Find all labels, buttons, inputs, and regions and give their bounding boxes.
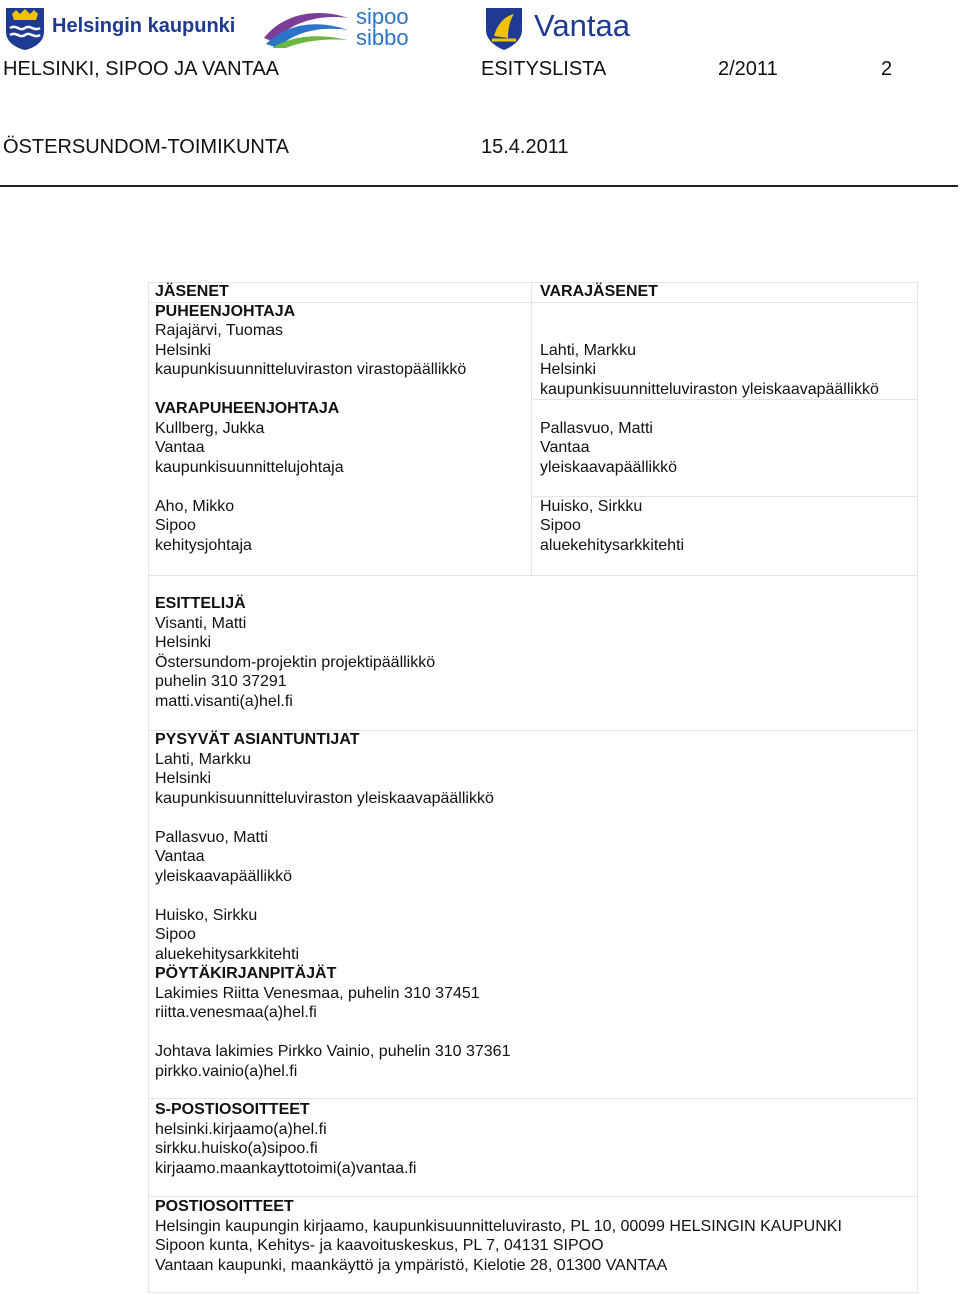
expert-title: aluekehitysarkkitehti	[155, 945, 300, 963]
expert-block	[155, 906, 510, 965]
vice-chair-role: VARAPUHEENJOHTAJA	[155, 400, 340, 417]
presenter-phone: puhelin 310 37291	[155, 673, 287, 690]
table-grid-line	[531, 282, 532, 575]
postal-addresses-section	[155, 1197, 842, 1275]
expert-title: yleiskaavapäällikkö	[155, 867, 292, 885]
sipoo-logo-text	[356, 6, 409, 48]
chair-city: Helsinki	[155, 341, 212, 359]
deputy-city: Sipoo	[540, 517, 581, 534]
header-doc-type: ESITYSLISTA	[481, 58, 607, 80]
postal-addresses-heading: POSTIOSOITTEET	[155, 1198, 294, 1215]
deputies-heading: VARAJÄSENET	[540, 283, 658, 300]
email-addresses-heading: S-POSTIOSOITTEET	[155, 1101, 310, 1118]
expert-block	[155, 750, 510, 809]
vice-chair-city: Vantaa	[155, 439, 205, 456]
sipoo-swoosh-icon	[260, 8, 352, 48]
member-city: Sipoo	[155, 517, 196, 534]
table-grid-line	[148, 1292, 918, 1293]
deputy-city: Vantaa	[540, 439, 590, 456]
header-org: HELSINKI, SIPOO JA VANTAA	[3, 58, 280, 80]
expert-city: Vantaa	[155, 848, 205, 865]
table-grid-line	[148, 575, 918, 576]
members-section	[155, 282, 466, 555]
expert-name: Huisko, Sirkku	[155, 906, 258, 924]
vantaa-logo-text: Vantaa	[534, 8, 630, 43]
email-addresses-section	[155, 1100, 416, 1178]
deputy-block	[540, 341, 879, 400]
helsinki-logo-text: Helsingin kaupunki	[52, 15, 236, 37]
minutes-keeper-2: Johtava lakimies Pirkko Vainio, puhelin 310 37361	[155, 1043, 511, 1060]
expert-name: Lahti, Markku	[155, 750, 252, 768]
postal-address: Sipoon kunta, Kehitys- ja kaavoituskeskus, PL 7, 04131 SIPOO	[155, 1237, 604, 1254]
email-address: sirkku.huisko(a)sipoo.fi	[155, 1140, 318, 1157]
deputy-name: Lahti, Markku	[540, 341, 637, 359]
minutes-keeper-2-email: pirkko.vainio(a)hel.fi	[155, 1062, 298, 1080]
vice-chair-block	[155, 399, 466, 477]
email-address: kirjaamo.maankayttotoimi(a)vantaa.fi	[155, 1159, 417, 1177]
deputy-title: yleiskaavapäällikkö	[540, 458, 677, 476]
vantaa-crest-icon	[484, 6, 524, 50]
deputy-name: Pallasvuo, Matti	[540, 419, 653, 437]
sipoo-logo	[260, 4, 430, 48]
chair-block	[155, 302, 466, 380]
presenter-title: Östersundom-projektin projektipäällikkö	[155, 653, 436, 671]
deputies-section	[540, 282, 879, 555]
deputy-name: Huisko, Sirkku	[540, 497, 643, 515]
sipoo-logo-line1: sipoo	[356, 4, 409, 29]
experts-heading: PYSYVÄT ASIANTUNTIJAT	[155, 731, 360, 748]
postal-address: Vantaan kaupunki, maankäyttö ja ympäristö, Kielotie 28, 01300 VANTAA	[155, 1256, 668, 1274]
presenter-email: matti.visanti(a)hel.fi	[155, 692, 293, 710]
minutes-keeper-1-email: riitta.venesmaa(a)hel.fi	[155, 1004, 317, 1021]
helsinki-crest-icon	[4, 6, 46, 50]
header-page-number: 2	[881, 58, 893, 80]
deputy-block	[540, 497, 879, 556]
member-block	[155, 497, 466, 556]
vice-chair-name: Kullberg, Jukka	[155, 419, 265, 437]
minutes-block-2	[155, 1042, 510, 1081]
presenter-section	[155, 594, 435, 711]
deputy-city: Helsinki	[540, 361, 597, 378]
presenter-name: Visanti, Matti	[155, 614, 247, 632]
header-divider	[0, 185, 958, 187]
members-heading: JÄSENET	[155, 283, 229, 300]
expert-city: Sipoo	[155, 926, 196, 943]
presenter-heading: ESITTELIJÄ	[155, 595, 246, 612]
header-doc-number: 2/2011	[718, 58, 778, 80]
email-address: helsinki.kirjaamo(a)hel.fi	[155, 1120, 327, 1138]
header-date: 15.4.2011	[481, 136, 569, 158]
minutes-keeper-1: Lakimies Riitta Venesmaa, puhelin 310 37451	[155, 984, 480, 1002]
expert-block	[155, 828, 510, 887]
table-grid-line	[917, 282, 918, 1292]
vantaa-logo	[484, 4, 654, 48]
chair-role: PUHEENJOHTAJA	[155, 302, 296, 320]
expert-name: Pallasvuo, Matti	[155, 828, 268, 846]
postal-address: Helsingin kaupungin kirjaamo, kaupunkisuunnitteluvirasto, PL 10, 00099 HELSINGIN KAUPUNKI	[155, 1217, 842, 1235]
sipoo-logo-line2: sibbo	[356, 25, 409, 50]
member-name: Aho, Mikko	[155, 497, 235, 515]
minutes-heading: PÖYTÄKIRJANPITÄJÄT	[155, 965, 337, 982]
logo-bar	[0, 0, 960, 52]
deputy-title: kaupunkisuunnitteluviraston yleiskaavapäällikkö	[540, 380, 879, 398]
expert-city: Helsinki	[155, 770, 212, 787]
expert-title: kaupunkisuunnitteluviraston yleiskaavapäällikkö	[155, 789, 494, 807]
chair-title: kaupunkisuunnitteluviraston virastopäällikkö	[155, 361, 467, 378]
minutes-block	[155, 964, 510, 1023]
experts-section	[155, 730, 510, 1081]
header-committee: ÖSTERSUNDOM-TOIMIKUNTA	[3, 136, 289, 158]
deputy-title: aluekehitysarkkitehti	[540, 536, 685, 554]
presenter-city: Helsinki	[155, 634, 212, 651]
member-title: kehitysjohtaja	[155, 536, 252, 554]
helsinki-logo	[4, 4, 240, 48]
table-grid-line	[148, 1098, 918, 1099]
table-grid-line	[148, 282, 149, 1292]
chair-name: Rajajärvi, Tuomas	[155, 322, 284, 339]
vice-chair-title: kaupunkisuunnittelujohtaja	[155, 458, 344, 476]
deputy-block	[540, 419, 879, 478]
